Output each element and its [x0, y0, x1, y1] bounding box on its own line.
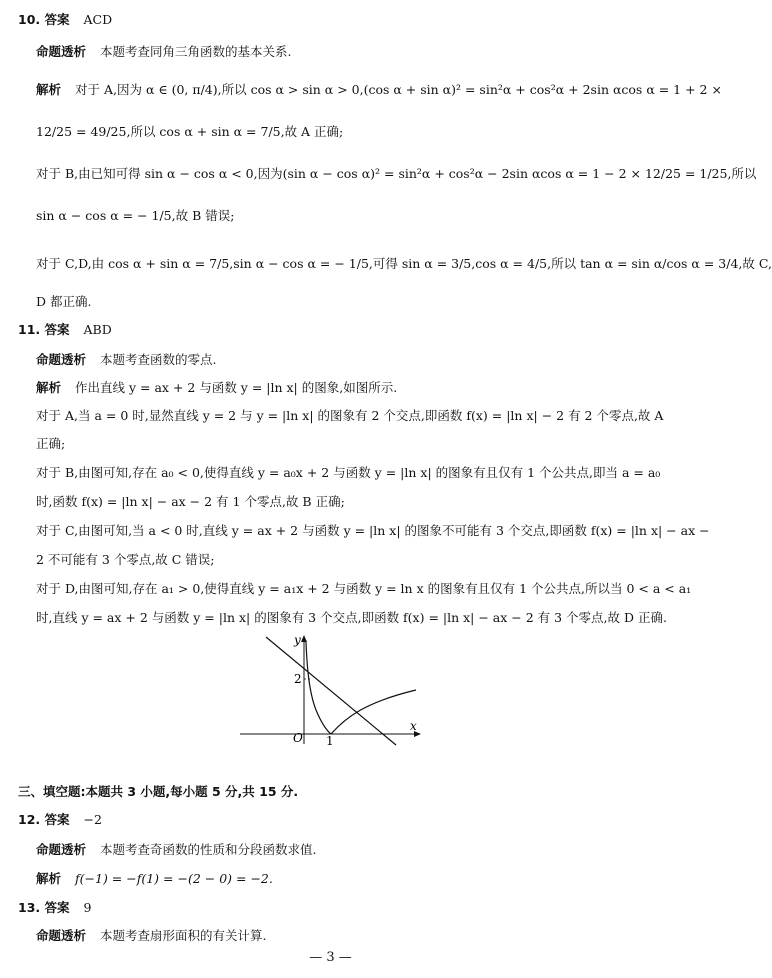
q10-cd-line2: D 都正确.	[36, 294, 92, 309]
q11-b-line1: 对于 B,由图可知,存在 a₀ < 0,使得直线 y = a₀x + 2 与函数 y = |ln x| 的图象有且仅有 1 个公共点,即当 a = a₀	[36, 465, 661, 480]
q11-analysis-text: 作出直线 y = ax + 2 与函数 y = |ln x| 的图象,如图所示.	[75, 380, 398, 395]
q12-analysis-label: 解析	[36, 871, 62, 886]
q13-intent-line	[36, 928, 267, 944]
q11-intent-text: 本题考查函数的零点.	[100, 352, 217, 367]
q12-answer: −2	[83, 812, 102, 827]
q10-heading: 10. 答案	[18, 12, 70, 27]
q12-heading: 12. 答案	[18, 812, 70, 827]
q10-cd-line1: 对于 C,D,由 cos α + sin α = 7/5,sin α − cos α = − 1/5,可得 sin α = 3/5,cos α = 4/5,所以 tan α = sin α/cos α = 3/4,故 C,	[36, 256, 772, 271]
origin-label: O	[293, 731, 303, 745]
q11-d-line1: 对于 D,由图可知,存在 a₁ > 0,使得直线 y = a₁x + 2 与函数 y = ln x 的图象有且仅有 1 个公共点,所以当 0 < a < a₁	[36, 581, 692, 596]
q12-analysis-line	[36, 871, 273, 887]
q12-heading-line	[18, 812, 102, 828]
q10-a-line1: 对于 A,因为 α ∈ (0, π/4),所以 cos α > sin α > 0,(cos α + sin α)² = sin²α + cos²α + 2sin αcos α = 1 + 2 ×	[75, 82, 722, 97]
q11-analysis-line	[36, 380, 397, 396]
q13-answer: 9	[83, 900, 92, 915]
q11-analysis-label: 解析	[36, 380, 62, 395]
q13-heading: 13. 答案	[18, 900, 70, 915]
q10-intent-text: 本题考查同角三角函数的基本关系.	[100, 44, 292, 59]
q10-b-line2: sin α − cos α = − 1/5,故 B 错误;	[36, 208, 235, 223]
y-axis-arrow	[301, 635, 307, 642]
q11-heading-line	[18, 322, 112, 338]
q10-analysis-label: 解析	[36, 82, 62, 97]
q11-heading: 11. 答案	[18, 322, 70, 337]
q11-b-line2: 时,函数 f(x) = |ln x| − ax − 2 有 1 个零点,故 B 正确;	[36, 494, 345, 509]
q10-answer: ACD	[83, 12, 113, 27]
q12-intent-line	[36, 842, 317, 858]
q11-c-line2: 2 不可能有 3 个零点,故 C 错误;	[36, 552, 215, 567]
q11-answer: ABD	[83, 322, 112, 337]
ln-right-branch	[331, 690, 416, 734]
q10-intent-label: 命题透析	[36, 44, 87, 59]
q11-a-line1: 对于 A,当 a = 0 时,显然直线 y = 2 与 y = |ln x| 的图象有 2 个交点,即函数 f(x) = |ln x| − 2 有 2 个零点,故 A	[36, 408, 664, 423]
q11-intent-line	[36, 352, 217, 368]
page-number: — 3 —	[309, 950, 352, 965]
q13-heading-line	[18, 900, 91, 916]
q12-analysis-text: f(−1) = −f(1) = −(2 − 0) = −2.	[75, 871, 273, 886]
straight-line-graph	[266, 637, 396, 745]
y-axis-label: y	[294, 633, 301, 647]
section3-title: 三、填空题:本题共 3 小题,每小题 5 分,共 15 分.	[18, 784, 299, 799]
q11-d-line2: 时,直线 y = ax + 2 与函数 y = |ln x| 的图象有 3 个交点,即函数 f(x) = |ln x| − ax − 2 有 3 个零点,故 D 正确.	[36, 610, 667, 625]
q10-heading-line	[18, 12, 112, 28]
function-graph-figure	[236, 632, 426, 747]
x-axis-label: x	[410, 719, 417, 733]
tick-label-y-2: 2	[294, 672, 302, 686]
tick-label-x-1: 1	[326, 734, 334, 748]
q10-a-line2: 12/25 = 49/25,所以 cos α + sin α = 7/5,故 A 正确;	[36, 124, 344, 139]
q11-a-line2: 正确;	[36, 436, 66, 451]
q13-intent-text: 本题考查扇形面积的有关计算.	[100, 928, 267, 943]
q10-b-line1: 对于 B,由已知可得 sin α − cos α < 0,因为(sin α − cos α)² = sin²α + cos²α − 2sin αcos α = 1 − 2 × 12/25 = 1/25,所以	[36, 166, 757, 181]
q13-intent-label: 命题透析	[36, 928, 87, 943]
q12-intent-label: 命题透析	[36, 842, 87, 857]
q11-intent-label: 命题透析	[36, 352, 87, 367]
q10-analysis-line	[36, 82, 722, 98]
q11-c-line1: 对于 C,由图可知,当 a < 0 时,直线 y = ax + 2 与函数 y = |ln x| 的图象不可能有 3 个交点,即函数 f(x) = |ln x| − ax −	[36, 523, 710, 538]
q10-intent-line	[36, 44, 292, 60]
q12-intent-text: 本题考查奇函数的性质和分段函数求值.	[100, 842, 317, 857]
